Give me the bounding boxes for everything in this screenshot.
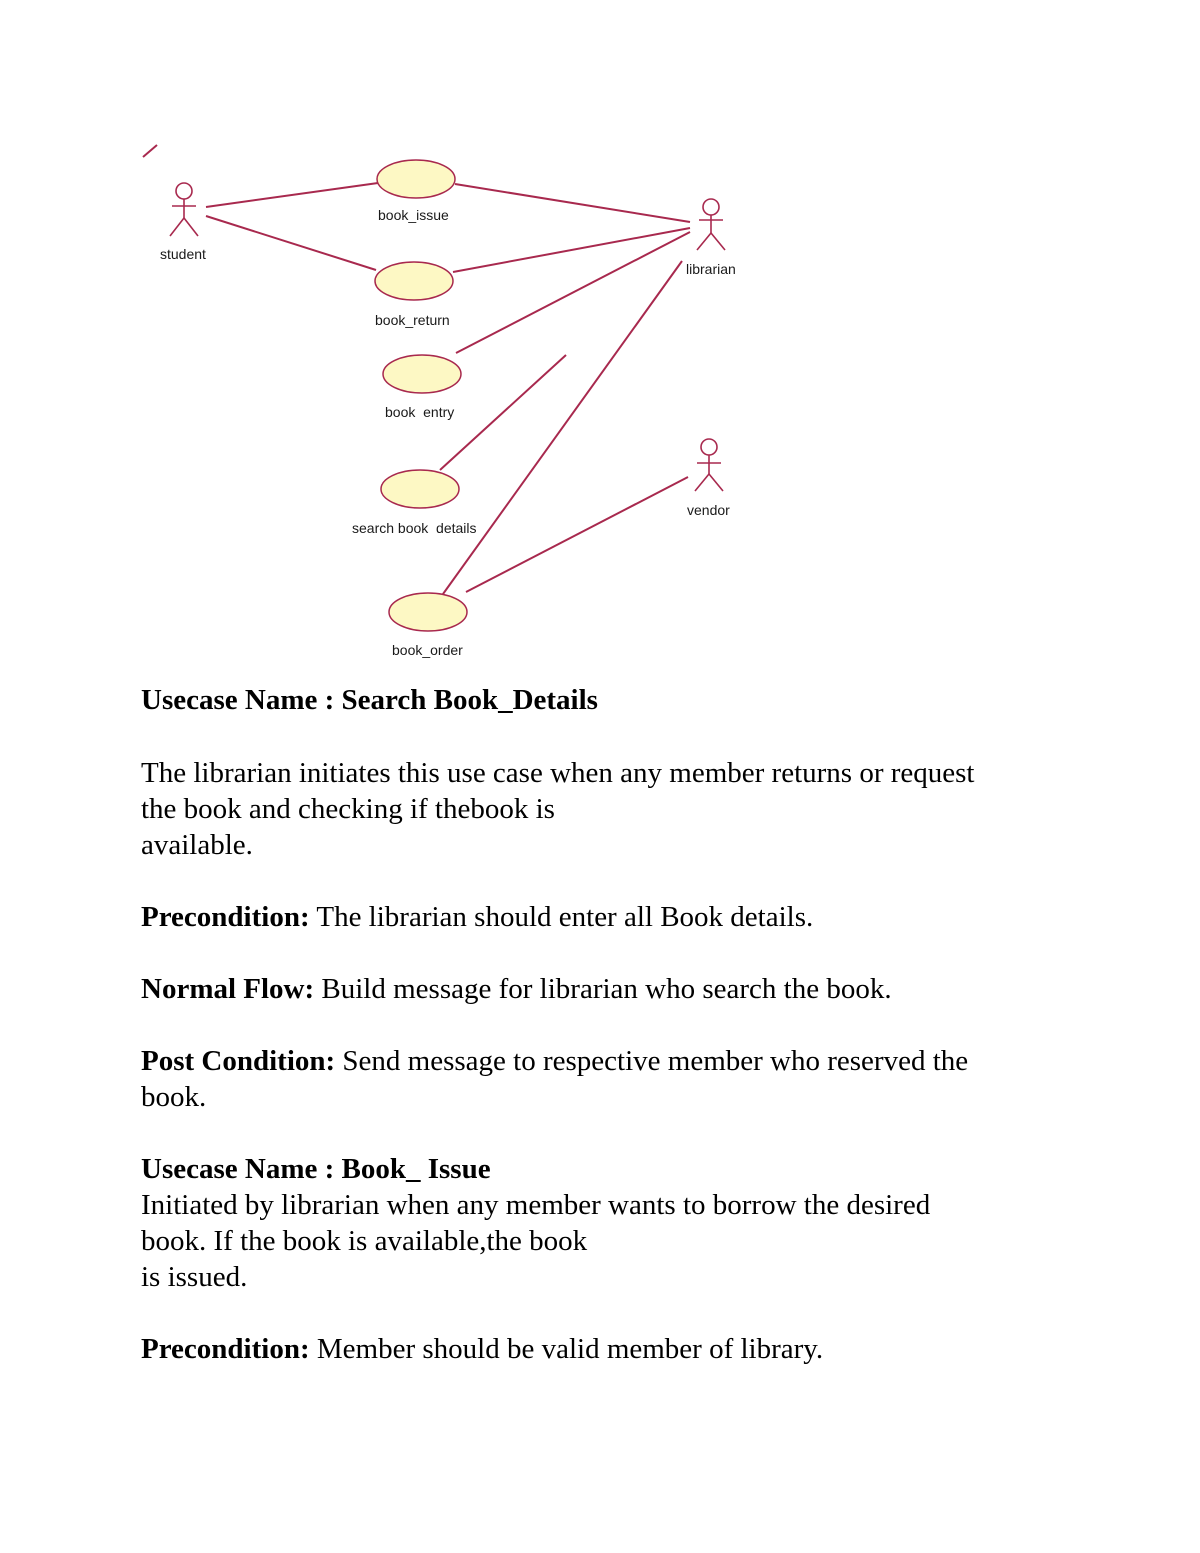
actor-label-librarian: librarian bbox=[686, 261, 736, 277]
field-value: The librarian should enter all Book details. bbox=[309, 901, 814, 933]
actor-vendor-icon bbox=[695, 439, 723, 491]
field-value-continuation: book. bbox=[141, 1081, 207, 1113]
association-librarian-book-order bbox=[443, 261, 682, 594]
normal-flow-field bbox=[141, 971, 1071, 1007]
field-value: Send message to respective member who reserved the bbox=[335, 1045, 969, 1077]
precondition-field bbox=[141, 1331, 1071, 1367]
precondition-field bbox=[141, 899, 1071, 935]
association-librarian-book-issue bbox=[455, 184, 690, 222]
association-student-book-return bbox=[206, 216, 376, 270]
field-label: Precondition: bbox=[141, 1333, 310, 1365]
description-line: the book and checking if thebook is bbox=[141, 793, 555, 825]
usecase-search-book-details-heading-block bbox=[141, 682, 1071, 718]
actor-librarian-icon bbox=[697, 199, 725, 250]
use-case-book-entry bbox=[383, 355, 461, 393]
actor-student-icon bbox=[170, 183, 198, 236]
usecase-heading: Usecase Name : Search Book_Details bbox=[141, 684, 598, 716]
stray-mark bbox=[143, 145, 157, 157]
use-case-search-book-details bbox=[381, 470, 459, 508]
use-case-book-order bbox=[389, 593, 467, 631]
use-case-label-book-issue: book_issue bbox=[378, 207, 449, 223]
association-vendor-book-order bbox=[466, 477, 688, 592]
association-student-book-issue bbox=[206, 183, 378, 207]
use-case-label-book-entry: book entry bbox=[385, 404, 455, 420]
actor-label-vendor: vendor bbox=[687, 502, 730, 518]
use-case-label-book-return: book_return bbox=[375, 312, 450, 328]
field-value: Member should be valid member of library. bbox=[309, 1333, 824, 1365]
description-line: The librarian initiates this use case when any member returns or request bbox=[141, 757, 975, 789]
use-case-book-return bbox=[375, 262, 453, 300]
description-line: book. If the book is available,the book bbox=[141, 1225, 588, 1257]
field-label: Post Condition: bbox=[141, 1045, 336, 1077]
use-case-diagram bbox=[0, 0, 1200, 680]
description-line: Initiated by librarian when any member wants to borrow the desired bbox=[141, 1189, 931, 1221]
usecase-book-issue-block bbox=[141, 1151, 1071, 1295]
field-label: Normal Flow: bbox=[141, 973, 315, 1005]
usecase-description bbox=[141, 755, 1071, 863]
description-line: available. bbox=[141, 829, 253, 861]
use-case-label-search-book-details: search book details bbox=[352, 520, 477, 536]
field-label: Precondition: bbox=[141, 901, 310, 933]
field-value: Build message for librarian who search the book. bbox=[314, 973, 892, 1005]
post-condition-field bbox=[141, 1043, 1071, 1115]
usecase-heading: Usecase Name : Book_ Issue bbox=[141, 1153, 491, 1185]
use-case-label-book-order: book_order bbox=[392, 642, 463, 658]
use-case-book-issue bbox=[377, 160, 455, 198]
actor-label-student: student bbox=[160, 246, 206, 262]
description-line: is issued. bbox=[141, 1261, 248, 1293]
